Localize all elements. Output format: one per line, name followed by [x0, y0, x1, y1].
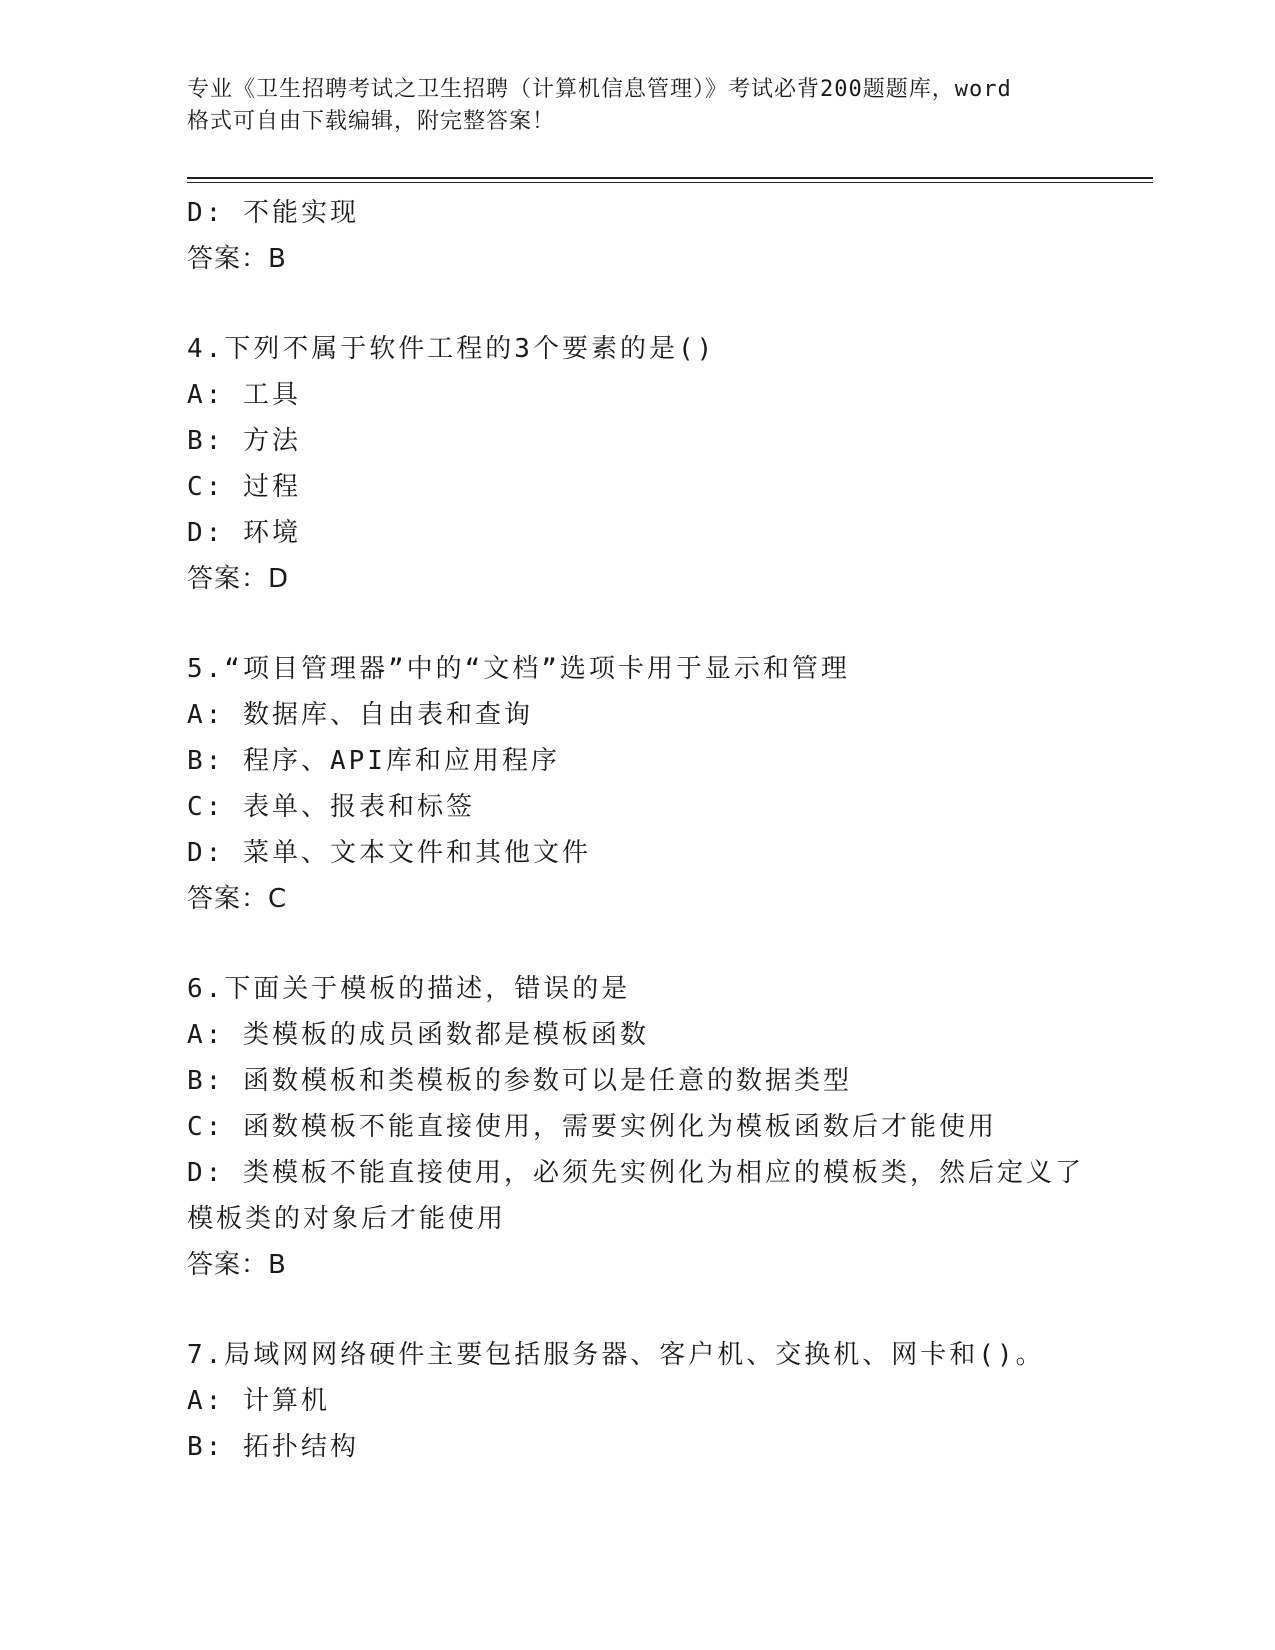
question-stem: 6.下面关于模板的描述，错误的是: [187, 974, 631, 1004]
question-stem: 5.“项目管理器”中的“文档”选项卡用于显示和管理: [187, 654, 850, 684]
option-d: D: 类模板不能直接使用，必须先实例化为相应的模板类，然后定义了: [187, 1158, 1084, 1188]
spacer: [187, 1288, 1087, 1332]
option-b: B: 程序、API库和应用程序: [187, 746, 560, 776]
option-d: D: 不能实现: [187, 198, 359, 228]
header-divider-thin: [187, 182, 1153, 183]
option-d: D: 环境: [187, 518, 301, 548]
option-b: B: 方法: [187, 426, 301, 456]
option-a: A: 工具: [187, 380, 301, 410]
option-d-continuation: 模板类的对象后才能使用: [187, 1204, 507, 1234]
answer-line: 答案：B: [187, 244, 287, 274]
spacer: [187, 922, 1087, 966]
question-6: [187, 966, 1087, 1288]
answer-line: 答案：C: [187, 884, 288, 914]
spacer: [187, 282, 1087, 326]
option-a: A: 数据库、自由表和查询: [187, 700, 533, 730]
spacer: [187, 602, 1087, 646]
question-4: [187, 326, 1087, 602]
header-divider-thick: [187, 177, 1153, 179]
option-b: B: 函数模板和类模板的参数可以是任意的数据类型: [187, 1066, 852, 1096]
option-a: A: 计算机: [187, 1386, 330, 1416]
question-stem: 4.下列不属于软件工程的3个要素的是(): [187, 334, 716, 364]
option-a: A: 类模板的成员函数都是模板函数: [187, 1020, 649, 1050]
document-header: [187, 74, 1087, 138]
question-stem: 7.局域网网络硬件主要包括服务器、客户机、交换机、网卡和()。: [187, 1340, 1045, 1370]
option-c: C: 函数模板不能直接使用，需要实例化为模板函数后才能使用: [187, 1112, 997, 1142]
question-3-tail: [187, 190, 1087, 282]
option-d: D: 菜单、文本文件和其他文件: [187, 838, 591, 868]
question-7: [187, 1332, 1087, 1470]
answer-line: 答案：B: [187, 1250, 287, 1280]
answer-line: 答案：D: [187, 564, 290, 594]
question-5: [187, 646, 1087, 922]
option-c: C: 表单、报表和标签: [187, 792, 475, 822]
header-line-1: 专业《卫生招聘考试之卫生招聘（计算机信息管理）》考试必背200题题库，word: [187, 77, 1012, 102]
option-b: B: 拓扑结构: [187, 1432, 359, 1462]
option-c: C: 过程: [187, 472, 301, 502]
header-line-2: 格式可自由下载编辑，附完整答案！: [187, 109, 556, 134]
question-list: [187, 190, 1087, 1470]
